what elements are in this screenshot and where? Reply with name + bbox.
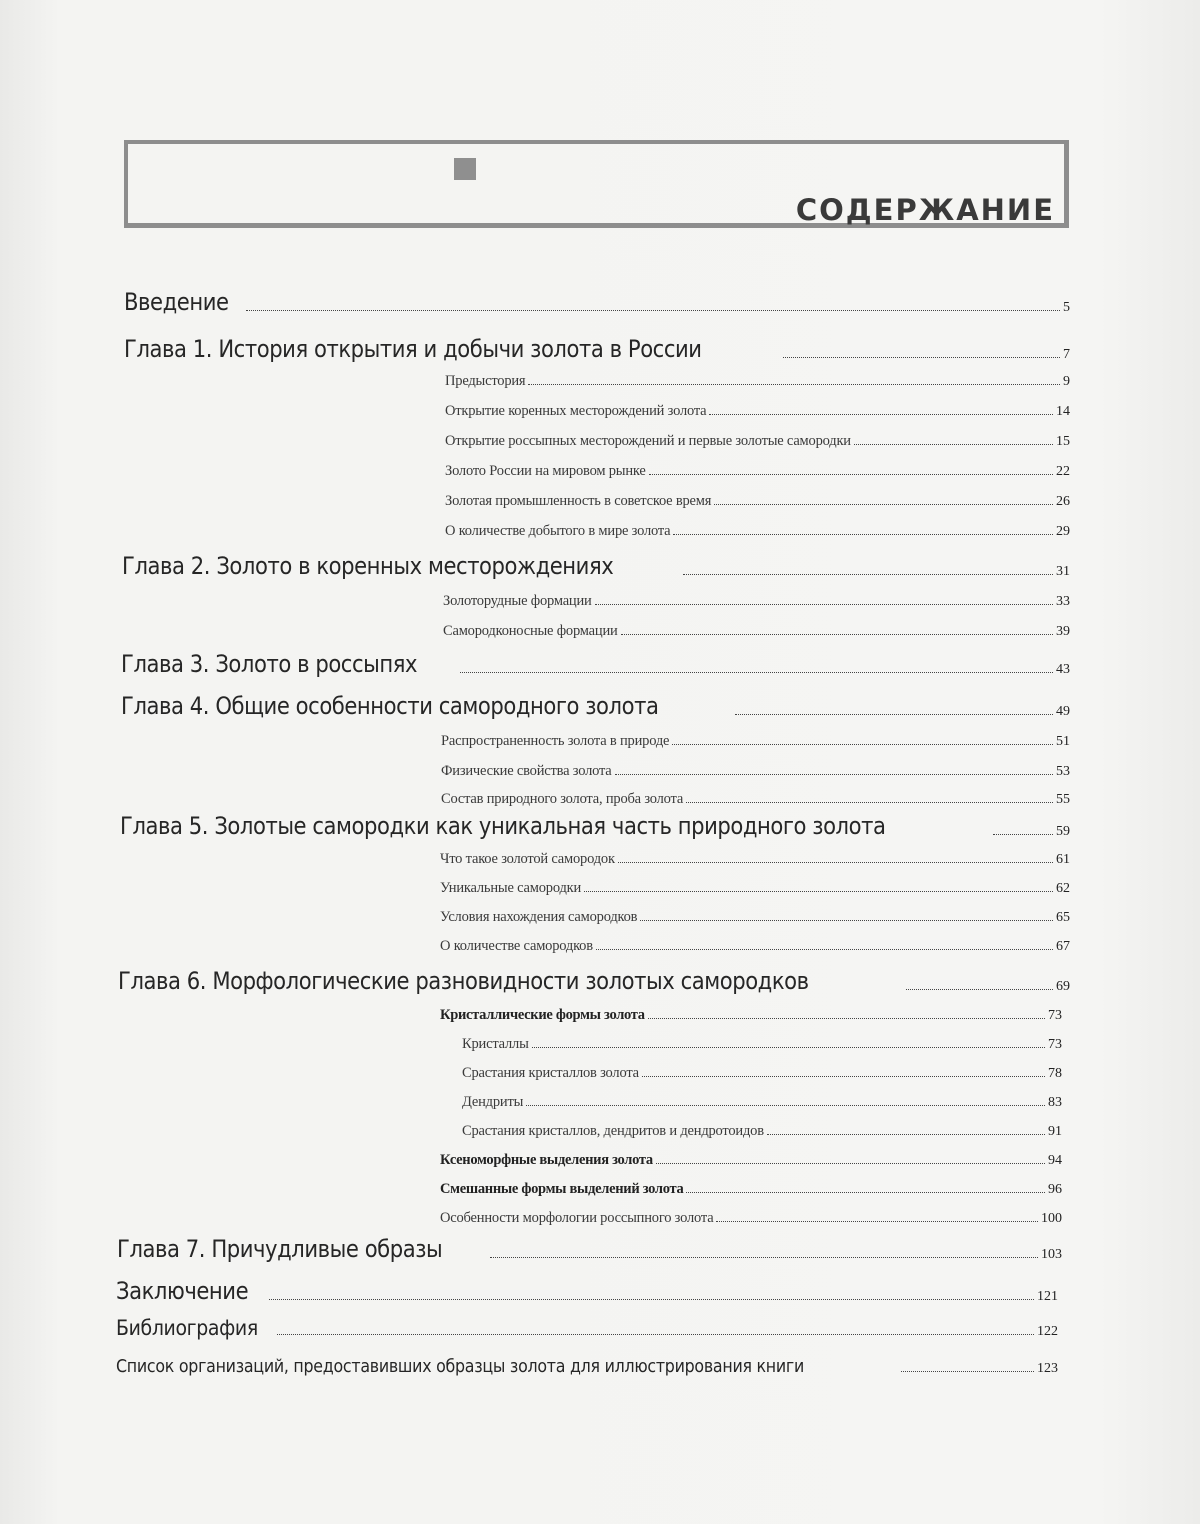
dot-leader <box>596 949 1053 950</box>
toc-entry-label: Глава 1. История открытия и добычи золота в России <box>124 335 702 363</box>
dot-leader <box>584 891 1053 892</box>
dot-leader <box>621 634 1053 635</box>
toc-entry-section[interactable] <box>443 593 1070 610</box>
toc-page-number: 15 <box>1056 434 1070 449</box>
toc-entry-subsection[interactable] <box>462 1065 1062 1082</box>
toc-entry-label: Физические свойства золота <box>441 763 612 779</box>
toc-entry-label: Глава 5. Золотые самородки как уникальная часть природного золота <box>120 812 886 840</box>
toc-entry-label: Заключение <box>116 1277 249 1305</box>
dot-leader <box>672 744 1053 745</box>
toc-entry-chapter-3[interactable] <box>121 650 1070 678</box>
toc-page-number: 103 <box>1041 1247 1062 1262</box>
toc-entry-label: Библиография <box>116 1316 258 1340</box>
toc-entry-chapter-5[interactable] <box>120 812 1070 840</box>
dot-leader <box>854 444 1053 445</box>
toc-entry-section[interactable] <box>440 880 1070 897</box>
dot-leader <box>460 672 1053 673</box>
toc-page-number: 62 <box>1056 881 1070 896</box>
toc-entry-label: О количестве добытого в мире золота <box>445 523 671 539</box>
toc-entry-label: Открытие россыпных месторождений и первые золотые самородки <box>445 433 851 449</box>
dot-leader <box>714 504 1053 505</box>
dot-leader <box>615 774 1053 775</box>
dot-leader <box>709 414 1053 415</box>
toc-entry-section[interactable] <box>445 523 1070 540</box>
toc-page-number: 26 <box>1056 494 1070 509</box>
header-square-marker <box>454 158 476 180</box>
toc-entry-section[interactable] <box>440 909 1070 926</box>
toc-entry-label: Золоторудные формации <box>443 593 592 609</box>
toc-entry-chapter-7[interactable] <box>117 1235 1062 1263</box>
dot-leader <box>246 310 1060 311</box>
toc-page-number: 67 <box>1056 939 1070 954</box>
dot-leader <box>686 1192 1045 1193</box>
toc-page-number: 122 <box>1037 1324 1058 1339</box>
toc-page-number: 5 <box>1063 300 1070 315</box>
dot-leader <box>277 1334 1034 1335</box>
dot-leader <box>767 1134 1045 1135</box>
toc-entry-subsection[interactable] <box>462 1036 1062 1053</box>
toc-entry-chapter-1[interactable] <box>124 335 1070 363</box>
dot-leader <box>532 1047 1045 1048</box>
toc-page-number: 14 <box>1056 404 1070 419</box>
toc-page-number: 55 <box>1056 792 1070 807</box>
toc-page-number: 7 <box>1063 347 1070 362</box>
toc-entry-label: Список организаций, предоставивших образцы золота для иллюстрирования книги <box>116 1356 805 1377</box>
toc-entry-section[interactable] <box>440 1210 1062 1227</box>
toc-entry-label: Срастания кристаллов, дендритов и дендротоидов <box>462 1123 764 1139</box>
toc-entry-label: Состав природного золота, проба золота <box>441 791 684 807</box>
toc-entry-label: Срастания кристаллов золота <box>462 1065 639 1081</box>
toc-page-number: 61 <box>1056 852 1070 867</box>
toc-entry-label: Уникальные самородки <box>440 880 582 896</box>
toc-entry-section[interactable] <box>440 1007 1062 1024</box>
dot-leader <box>640 920 1053 921</box>
toc-entry-label: Самородконосные формации <box>443 623 618 639</box>
toc-entry-label: Кристаллы <box>462 1036 529 1052</box>
dot-leader <box>269 1299 1034 1300</box>
toc-entry-label: Глава 7. Причудливые образы <box>117 1235 443 1263</box>
toc-entry-label: Золотая промышленность в советское время <box>445 493 712 509</box>
dot-leader <box>528 384 1060 385</box>
toc-entry-label: Распространенность золота в природе <box>441 733 670 749</box>
toc-entry-subsection[interactable] <box>462 1094 1062 1111</box>
toc-page-number: 22 <box>1056 464 1070 479</box>
toc-entry-section[interactable] <box>445 493 1070 510</box>
toc-entry-label: Дендриты <box>462 1094 524 1110</box>
toc-entry-label: Глава 3. Золото в россыпях <box>121 650 418 678</box>
dot-leader <box>490 1257 1038 1258</box>
toc-page-number: 59 <box>1056 824 1070 839</box>
dot-leader <box>901 1371 1034 1372</box>
toc-entry-bibliography[interactable] <box>116 1316 1058 1340</box>
toc-page-number: 31 <box>1056 564 1070 579</box>
toc-entry-section[interactable] <box>441 763 1070 780</box>
toc-entry-label: Глава 4. Общие особенности самородного золота <box>121 692 659 720</box>
toc-entry-label: Глава 2. Золото в коренных месторождениях <box>122 552 614 580</box>
toc-entry-chapter-4[interactable] <box>121 692 1070 720</box>
dot-leader <box>993 834 1053 835</box>
toc-entry-section[interactable] <box>440 1181 1062 1198</box>
toc-page-number: 9 <box>1063 374 1070 389</box>
toc-page-number: 33 <box>1056 594 1070 609</box>
toc-entry-organizations[interactable] <box>116 1356 1058 1377</box>
toc-entry-section[interactable] <box>441 733 1070 750</box>
dot-leader <box>673 534 1053 535</box>
toc-entry-section[interactable] <box>440 938 1070 955</box>
toc-entry-label: Смешанные формы выделений золота <box>440 1181 684 1197</box>
toc-entry-section[interactable] <box>443 623 1070 640</box>
toc-entry-section[interactable] <box>440 851 1070 868</box>
dot-leader <box>648 1018 1045 1019</box>
dot-leader <box>618 862 1053 863</box>
toc-page-number: 83 <box>1048 1095 1062 1110</box>
toc-page-number: 100 <box>1041 1211 1062 1226</box>
toc-page-number: 96 <box>1048 1182 1062 1197</box>
toc-entry-section[interactable] <box>445 463 1070 480</box>
page-title: СОДЕРЖАНИЕ <box>795 193 1055 227</box>
toc-entry-label: Золото России на мировом рынке <box>445 463 646 479</box>
toc-entry-conclusion[interactable] <box>116 1277 1058 1305</box>
dot-leader <box>526 1105 1045 1106</box>
toc-entry-label: Условия нахождения самородков <box>440 909 638 925</box>
toc-page-number: 69 <box>1056 979 1070 994</box>
toc-entry-label: Предыстория <box>445 373 526 389</box>
dot-leader <box>595 604 1053 605</box>
toc-page-number: 65 <box>1056 910 1070 925</box>
toc-page-number: 43 <box>1056 662 1070 677</box>
toc-entry-chapter-2[interactable] <box>122 552 1070 580</box>
dot-leader <box>683 574 1053 575</box>
toc-page-number: 39 <box>1056 624 1070 639</box>
toc-entry-section[interactable] <box>440 1152 1062 1169</box>
dot-leader <box>783 357 1060 358</box>
toc-page-number: 121 <box>1037 1289 1058 1304</box>
toc-page-number: 94 <box>1048 1153 1062 1168</box>
dot-leader <box>906 989 1053 990</box>
toc-page-number: 29 <box>1056 524 1070 539</box>
toc-entry-section[interactable] <box>445 403 1070 420</box>
toc-entry-section[interactable] <box>445 433 1070 450</box>
toc-entry-label: Что такое золотой самородок <box>440 851 615 867</box>
toc-entry-label: Кристаллические формы золота <box>440 1007 645 1023</box>
toc-entry-label: Введение <box>124 288 229 316</box>
toc-page-number: 91 <box>1048 1124 1062 1139</box>
toc-page-number: 73 <box>1048 1008 1062 1023</box>
toc-entry-label: Глава 6. Морфологические разновидности золотых самородков <box>118 967 809 995</box>
toc-entry-section[interactable] <box>441 791 1070 808</box>
dot-leader <box>656 1163 1045 1164</box>
dot-leader <box>716 1221 1038 1222</box>
toc-page-number: 49 <box>1056 704 1070 719</box>
toc-entry-label: Ксеноморфные выделения золота <box>440 1152 653 1168</box>
toc-entry-label: Открытие коренных месторождений золота <box>445 403 707 419</box>
toc-page-number: 53 <box>1056 764 1070 779</box>
toc-entry-chapter-6[interactable] <box>118 967 1070 995</box>
toc-page-number: 78 <box>1048 1066 1062 1081</box>
toc-entry-intro[interactable] <box>124 288 1070 316</box>
dot-leader <box>642 1076 1045 1077</box>
toc-entry-label: Особенности морфологии россыпного золота <box>440 1210 714 1226</box>
dot-leader <box>735 714 1053 715</box>
toc-page-number: 123 <box>1037 1361 1058 1376</box>
toc-entry-section[interactable] <box>445 373 1070 390</box>
toc-page-number: 51 <box>1056 734 1070 749</box>
toc-entry-label: О количестве самородков <box>440 938 593 954</box>
dot-leader <box>649 474 1053 475</box>
dot-leader <box>686 802 1053 803</box>
toc-entry-subsection[interactable] <box>462 1123 1062 1140</box>
toc-page-number: 73 <box>1048 1037 1062 1052</box>
